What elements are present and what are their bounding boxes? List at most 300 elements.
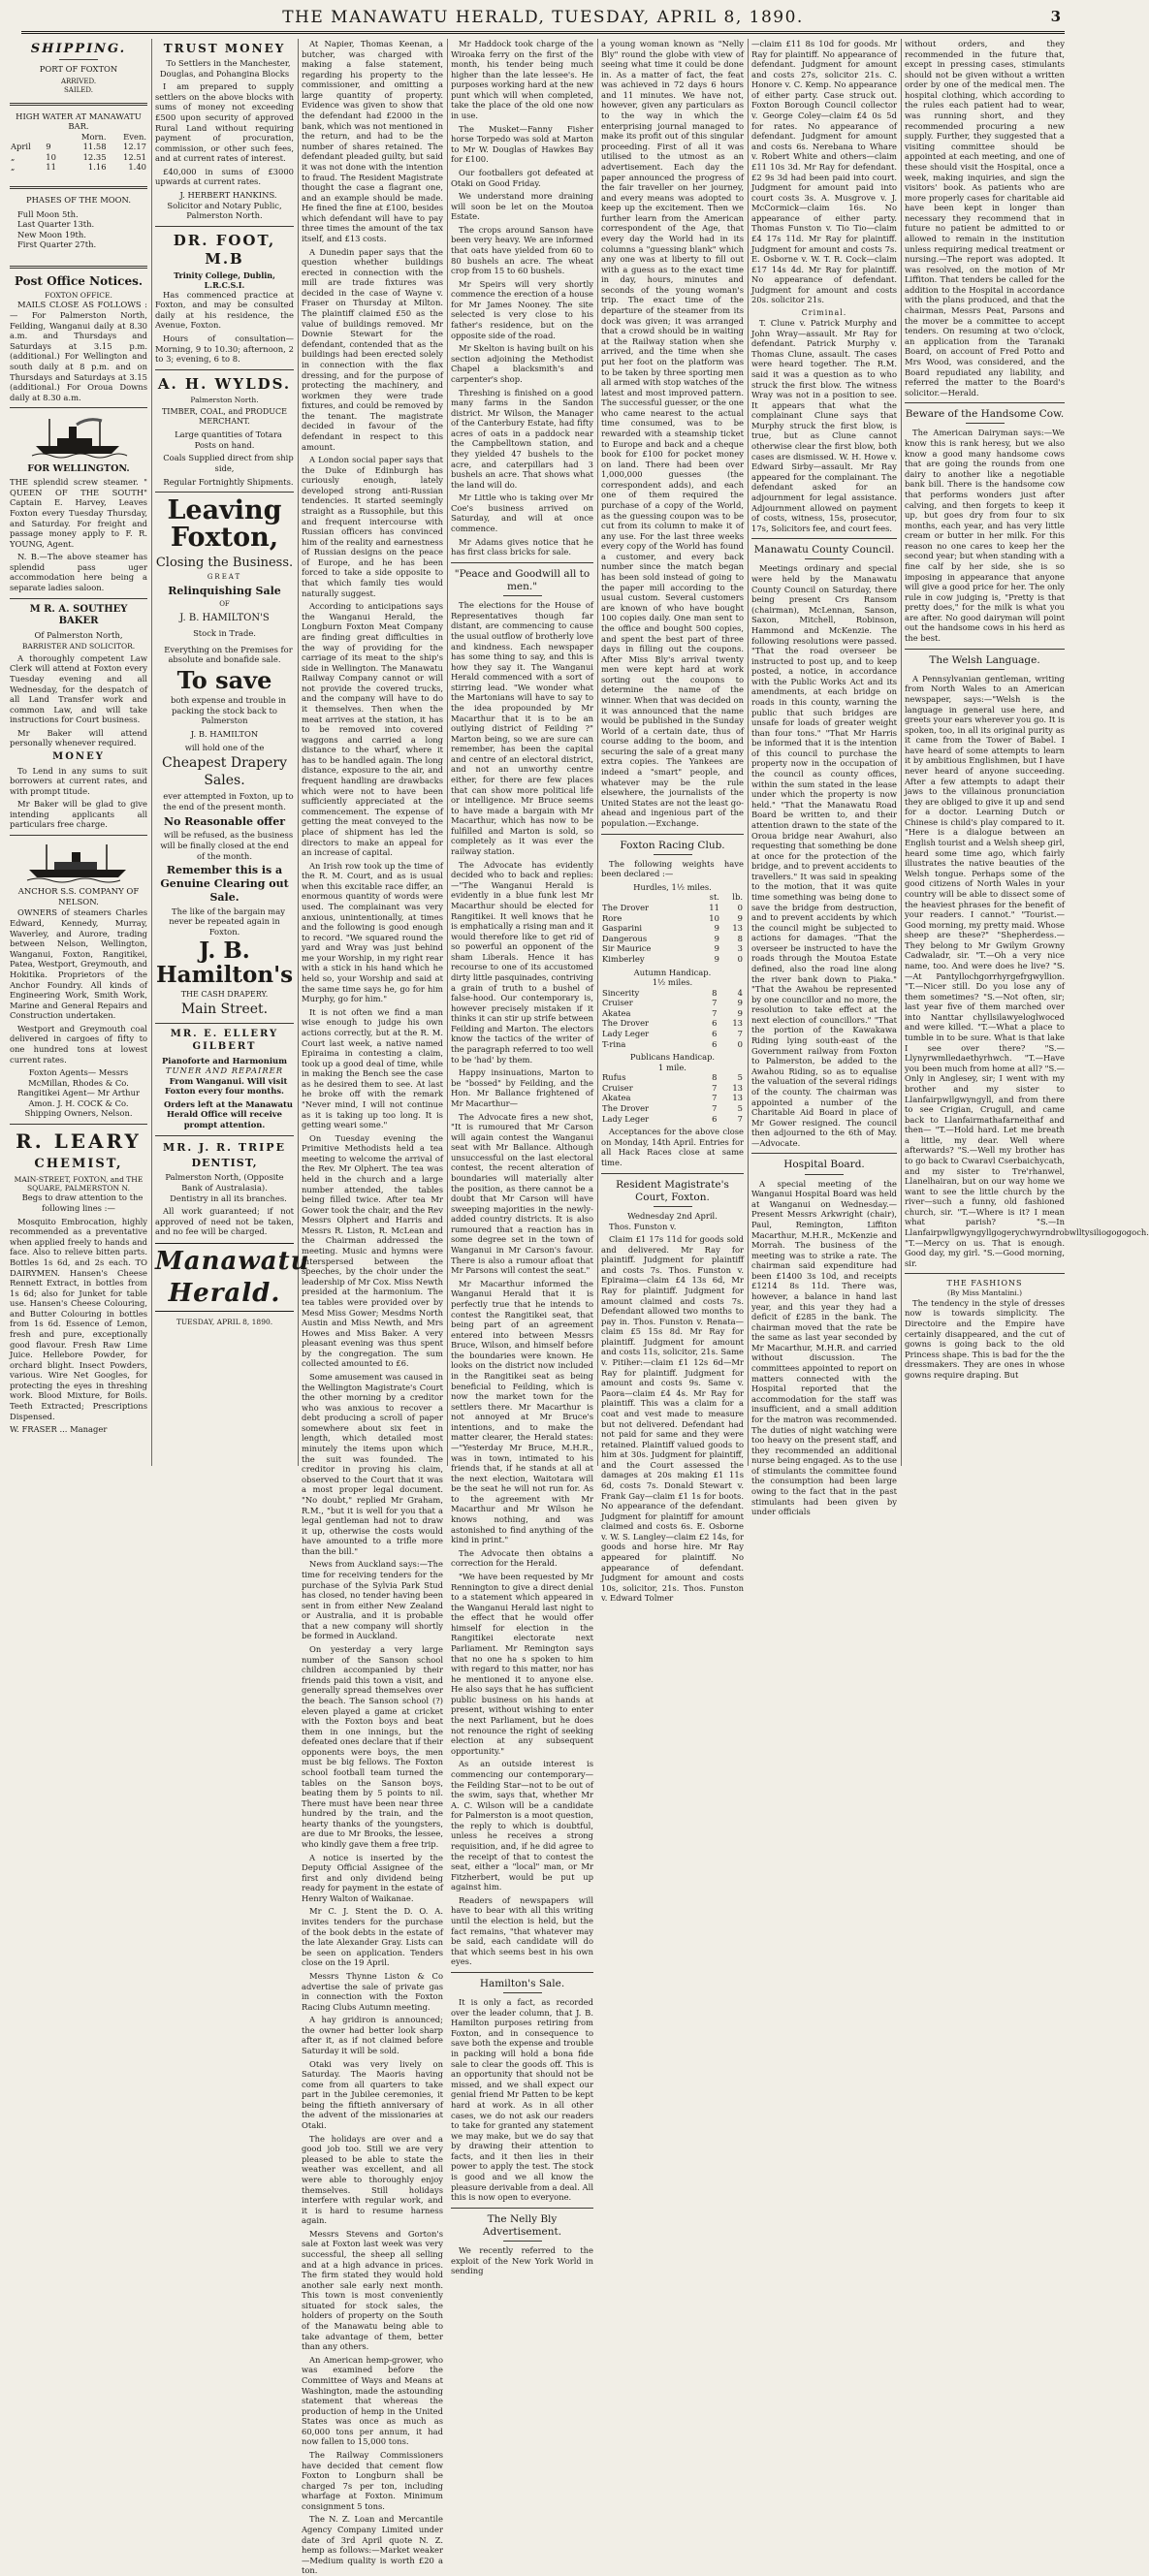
article-paragraph: "We have been requested by Mr Rennington to give a direct denial to a statement which appeared in the Wanganui Herald last night to the effect that he would offer himself for election in the Rangitikei electorate next Parliament. Mr Remington says that no one ha s spoken to him with regard to this matter, nor has he mentioned it to anyone else. He also says that he has sufficient public business on his hands at present, without wishing to enter the next Parliament, but he does not renounce the right of seeking election at any subsequent opportunity."	[451, 1571, 593, 1756]
table-cell: 4	[737, 987, 743, 998]
table-cell: 3	[737, 943, 743, 954]
news-item: Our footballers got defeated at Otaki on Good Friday.	[451, 167, 593, 188]
wylds-text-3: Regular Fortnightly Shipments.	[163, 476, 294, 487]
table-header-row	[601, 892, 744, 903]
divider	[451, 2208, 593, 2209]
divider	[10, 407, 147, 408]
table-cell: Cruiser	[602, 998, 633, 1008]
news-item: Messrs Stevens and Gorton's sale at Foxton last week was very successful, the sheep all selling and at a high advance in prices. The firm stated they would hold another sale early next month. This town is most conveniently situated for stock sales, the holders of property on the South of the Manawatu being able to take advantage of them, better than any others.	[302, 2228, 443, 2352]
table-row	[601, 913, 744, 924]
rm-court-heading: Resident Magistrate's Court, Foxton.	[616, 1178, 729, 1203]
leary-subheading: CHEMIST,	[34, 1157, 123, 1172]
hamilton-shop-heading: J. B. Hamilton's	[155, 938, 294, 988]
table-cell: 9	[714, 953, 719, 964]
foot-hours: Hours of consultation—Morning, 9 to 10.30; afternoon, 2 to 3; evening, 6 to 8.	[155, 334, 294, 365]
steamer-ad: THE splendid screw steamer. " QUEEN OF THE SOUTH" Captain E. Harvey, Leaves Foxton every Tuesday Thursday, and Saturday. For freight and passage money apply to F. R. YOUNG, Agent.	[10, 477, 147, 549]
table-row	[601, 943, 744, 954]
arrived-label: ARRIVED.	[60, 77, 97, 85]
hamilton-name: J. B. HAMILTON'S	[179, 612, 270, 623]
divider	[905, 649, 1065, 650]
county-council-text: Meetings ordinary and special were held by the Manawatu County Council on Saturday, there being present Crs Ransom (chairman), McLennan, Sanson, Saxon, Mitchell, Robinson, Hammond and McKenzie. The following resolutions were passed. "That the road overseer be instructed to post up, and to keep posted, a notice, in accordance with the Public Works Act and its amendments, at each bridge on roads in this county, warning the public that such bridges are unsafe for loads of greater weight than four tons." "That Mr Harris be informed that it is the intention of this council to purchase the property now in the occupation of the council as county offices, within the sum stated in the lease under which the property is now held." "That the Manawatu Road Board be written to, and their attention drawn to the state of the Oroua bridge near Awahuri, also requesting that something be done at once for the protection of the bridge, and to prevent accidents to travellers." It was said in speaking to the motion, that it was quite time something was being done to save the bridge from destruction, and to prevent accidents by which the council might be subjected to actions for damages. "That the overseer be instructed to have the roads through the Moutoa Estate defined, also the road line along the river bank down to Piaka." "That the Awahou be represented by one councillor and no more, the resolution to take effect at the next election of councillors." "That the portion of the Kawakawa Riding lying south-east of the Government railway from Foxton to Palmerston, be added to the Awahou Riding, so as to equalise the valuation of the several ridings of the county. The chairman was appointed a number of the Charitable Aid Board in place of Mr Gower resigned. The council then adjourned to the 6th of May.—Advocate.	[751, 563, 897, 1148]
table-header-row	[10, 132, 147, 143]
table-cell: 13	[732, 1018, 743, 1029]
table-cell: 1.40	[128, 162, 146, 173]
shipping-heading: SHIPPING.	[30, 42, 127, 56]
article-paragraph: Mr Macarthur informed the Wanganui Herald that it is perfectly true that he intends to contest the Rangitikei seat, that being part of an agreement entered into between Messrs Bruce, Wilson, and himself before the boundaries were known. He looks on the district now included in the Rangitikei seat as being beneficial to Feilding, which is now the market town for the settlers there. Mr Macarthur is not annoyed at Mr Bruce's intentions, and to make the matter clearer, the Herald states:—"Yesterday Mr Bruce, M.H.R., was in town, intimated to his friends that, if he stands at all at the next election, Waitotara will be the seat he will not run for. As to the agreement with Mr Macarthur and Mr Wilson he knows nothing, and was astonished to find anything of the kind in print."	[451, 1278, 593, 1545]
table-cell: Cruiser	[602, 1082, 633, 1093]
post-office-sub: FOXTON OFFICE.	[45, 291, 112, 301]
news-item: An Irish row took up the time of the R. M. Court, and as is usual when this excitable race differ, an enormous quantity of words were used. The complainant was very anxious, unintentionally, at times and the following is good enough to record. "We squared round the yard and Wray was just behind me your Worship, in my right rear with a stick in his hand which he held so, your Worship and said at the same time says he, go for him Murphy, go for him."	[302, 860, 443, 1004]
table-cell: „	[11, 151, 16, 162]
column-rule	[748, 39, 749, 1466]
table-row	[601, 988, 744, 999]
table-cell: 6	[712, 1038, 718, 1049]
hurdles-heading: Hurdles, 1½ miles.	[633, 881, 712, 892]
steamer-icon	[30, 413, 127, 460]
save-text: both expense and trouble in packing the stock back to Palmerston	[170, 695, 287, 726]
table-cell: 8	[712, 1072, 718, 1083]
divider	[10, 186, 147, 189]
divider	[966, 423, 1005, 424]
remember-heading: Remember this is a Genuine Clearing out Sale.	[160, 864, 289, 904]
table-cell: 9	[714, 943, 719, 954]
divider	[10, 266, 147, 269]
news-item: On Tuesday evening the Primitive Methodists held a tea meeting to welcome the arrival of the Rev. Mr Olphert. The tea was held in the church and a large number attended, the tables being filled twice. After tea Mr Gower took the chair, and the Rev Messrs Olphert and Harris and Messrs R. Liston, R. McLean and the Chairman addressed the meeting. Music and hymns were interspersed between the speeches, by the choir under the leadership of Mr Cox. Miss Newth presided at the harmonium. The tea tables were provided over by Mesd Miss Gower; Mesdms North Austin and Miss Newth, and Mrs Howes and Miss Baker. A very pleasant evening was thus spent by the congregation. The sum collected amounted to £6.	[302, 1132, 443, 1369]
table-row	[601, 903, 744, 913]
divider	[10, 103, 147, 106]
wylds-text-2: Coals Supplied direct from ship side,	[163, 453, 294, 473]
news-item: The crops around Sanson have been very heavy. We are informed that oats have yielded from 60 to 80 bushels an acre. The wheat crop from 15 to 60 bushels.	[451, 224, 593, 276]
news-item: Mr C. J. Stent the D. O. A. invites tenders for the purchase of the book debts in the estate of the late Alexander Gray. Lists can be seen on application. Tenders close on the 19 April.	[302, 1906, 443, 1968]
relinquishing-heading: Relinquishing Sale	[168, 585, 281, 598]
hurdles-table	[601, 892, 744, 964]
main-street: Main Street.	[180, 1001, 269, 1017]
table-cell: Dangerous	[602, 933, 648, 943]
news-item: A Dunedin paper says that the question whether buildings erected in connection with the mill are trade fixtures was decided in the case of Wayne v. Fraser on Thursday at Milton. The plaintiff claimed £50 as the value of buildings removed. Mr Downie Stewart for the defendant, contended that as the buildings had been erected solely in connection with the flax dressing, and for the purpose of protecting the machinery, and workmen they were trade fixtures, and could be removed by the tenant. The magistrate decided in favour of the defendant in respect to this amount.	[302, 246, 443, 452]
racing-intro: The following weights have been declared :—	[601, 858, 744, 879]
news-item: The N. Z. Loan and Mercantile Agency Company Limited under date of 3rd April quote N. Z. hemp as follows:—Market weaker—Medium quality is worth £20 a ton.	[302, 2514, 443, 2576]
table-cell: April	[11, 142, 31, 152]
news-item: Otaki was very lively on Saturday. The Maoris having come from all quarters to take part in the Jubilee ceremonies, it being the fiftieth anniversary of the advent of the missionaries at Otaki.	[302, 2058, 443, 2131]
money-text: To Lend in any sums to suit borrowers at current rates, and with prompt titude.	[10, 765, 147, 796]
publicans-distance: 1 mile.	[658, 1062, 686, 1072]
no-reasonable-heading: No Reasonable offer	[163, 814, 285, 828]
table-cell: 0	[737, 953, 743, 964]
tripe-text-2: All work guaranteed; if not approved of need not be taken, and no fee will be charged.	[155, 1206, 294, 1237]
divider	[654, 854, 692, 855]
table-row	[601, 1093, 744, 1103]
table-cell: 9	[737, 998, 743, 1008]
beware-text: The American Dairyman says:—We know this is rank heresy, but we also know a good many handsome cows that are going the rounds from one dairy to another like a negotiable bank bill. There is the handsome cow that performs wonders just after calving, and then forgets to keep it up, but goes dry from four to six months, each year, and has very little cream or butter in her milk. For this reason no one cares to keep her the second year; but when standing with a fine calf by her side, she is so imposing in appearance that anyone will give a good price for her. The only rule in cow judging is, "Pretty is that pretty does," for the milk is what you are after. No good dairyman will point out the handsome cows in his herd as the best.	[905, 428, 1065, 644]
article-paragraph: Readers of newspapers will have to bear with all this writing until the election is held, but the fact remains, "that whatever may be said, each candidate will do that which seems best in his own eyes.	[451, 1894, 593, 1967]
table-cell: Akatea	[602, 1007, 631, 1018]
to-save-heading: To save	[176, 666, 272, 695]
news-item: The holidays are over and a good job too. Still we are very pleased to be able to state the weather was excellent, and all were able to thoroughly enjoy themselves. Still holidays interfere with regular work, and it is hard to resume harness again.	[302, 2133, 443, 2226]
table-row	[601, 1072, 744, 1083]
divider	[805, 1174, 844, 1175]
table-row	[601, 923, 744, 934]
fashions-heading: THE FASHIONS	[946, 1279, 1023, 1288]
divider	[10, 1124, 147, 1125]
table-cell: The Drover	[602, 1018, 650, 1029]
news-item: News from Auckland says:—The time for receiving tenders for the purchase of the Sylvia Park Stud has closed, no tender having been sent in from either New Zealand or Australia, and it is probable that a new company will shortly be formed in Auckland.	[302, 1559, 443, 1641]
divider	[155, 492, 294, 493]
moon-item: First Quarter 27th.	[17, 239, 97, 250]
table-row	[601, 1039, 744, 1050]
table-cell: 13	[732, 923, 743, 934]
anchor-text-2: Westport and Greymouth coal delivered in cargoes of fifty to one hundred tons at lowest current rates.	[10, 1023, 147, 1065]
hamilton-name-2: J. B. HAMILTON	[190, 728, 259, 739]
anchor-text: OWNERS of steamers Charles Edward, Kennedy, Murray, Waverley, and Aurore, trading between Nelson, Wellington, Wanganui, Foxton, Rangitikei, Patea, Westport, Greymouth, and Hokitika. Proprietors of the Anchor Foundry. All kinds of Engineering Work, Smith Work, Marine and General Repairs and Construction undertaken.	[10, 907, 147, 1021]
article-paragraph: The Advocate has evidently decided who to back and replies:—"The Wanganui Herald is evidently in a blue funk lest Mr Macarthur should be elected for Rangitikei. It well knows that he is emphatically a rising man and it would therefore like to get rid of so powerful an opponent of the sham Liberals. Hence it has recourse to one of its accustomed dirty little pasquinades, contriving a grain of truth to a bushel of false-hood. Our contemporary is, however precisely mistaken if it thinks it can stir up strife between Feilding and Marton. The electors know the tactics of the writer of the paragraph referred to too well to be 'had' by them.	[451, 859, 593, 1065]
wellington-heading: FOR WELLINGTON.	[27, 463, 130, 475]
autumn-table	[601, 988, 744, 1049]
autumn-distance: 1½ miles.	[652, 977, 693, 988]
anchor-heading: ANCHOR S.S. COMPANY OF NELSON.	[17, 887, 140, 907]
divider	[59, 59, 98, 60]
table-cell: The Drover	[602, 1103, 650, 1114]
leary-manager: W. FRASER ... Manager	[10, 1424, 108, 1435]
divider	[155, 226, 294, 227]
table-cell: 7	[712, 998, 718, 1008]
table-cell: 12.35	[82, 151, 107, 162]
port-heading: PORT OF FOXTON	[39, 64, 118, 75]
hamilton-sale-heading: Hamilton's Sale.	[479, 1977, 565, 1989]
table-row	[601, 1008, 744, 1019]
article-paragraph: The elections for the House of Representatives though far distant, are commencing to cause the usual outflow of brotherly love and kindness. Each newspaper has some thing to say, and this is how they say it. The Wanganui Herald commenced with a sort of stirring lead. "We wonder what the Martonians will have to say to the idea propounded by Mr Macarthur that it is to be an outlying district of Feilding ?" Marton being, so we are sure can remember, has been the capital and centre of an electoral district, and not an unworthy centre either, for there are few places that can show more political life or intelligence. Mr Bruce seems to have made a bargain with Mr Macarthur, which has now to be fulfilled and Marton is sold, so completely as it was ever the railway station.	[451, 600, 593, 857]
leary-heading: R. LEARY	[16, 1129, 142, 1154]
table-cell: 7	[712, 1093, 718, 1103]
hospital-board-continued: without orders, and they recommended in the future that, except in pressing cases, stimulants should not be given without a written order by one of the medical men. The hospital clothing, which according to the rules each patient had to wear, was running short, and they recommended procuring a new supply. Further, they suggested that a visiting committee should be appointed at each meeting, and one of these should visit the Hospital, once a week, making inquiries, and sign the visitors' book. As patients who are more properly cases for charitable aid have been kept in longer than necessary they recommend that in future no patient be admitted to or allowed to remain in the institution unless requiring medical treatment or nursing.—The report was adopted. It was resolved, on the motion of Mr Liffiton. That tenders be called for the addition to the Hospital in accordance with the plans produced, and that the chairman, Messrs Peat, Parsons and the mover be a committee to accept tenders. On resuming at two o'clock, an application from the Taranaki Board, on account of Fred Potto and Mrs Wood, was considered, and the Board repudiated any liability, and referred the matter to the Board's solicitor.—Herald.	[905, 39, 1065, 398]
divider	[905, 402, 1065, 403]
paper-title: Manawatu Herald.	[155, 1243, 294, 1313]
publicans-heading: Publicans Handicap.	[629, 1052, 716, 1063]
table-cell: 9	[737, 1007, 743, 1018]
paper-date: TUESDAY, APRIL 8, 1890.	[176, 1318, 273, 1327]
county-council-heading: Manawatu County Council.	[753, 544, 895, 557]
table-row	[601, 934, 744, 944]
divider	[503, 1992, 542, 1993]
table-cell: 5	[737, 1103, 743, 1114]
divider	[451, 1972, 593, 1973]
news-item: It is not often we find a man wise enough to judge his own actions correctly, but at the R. M. Court last week, a native named Epiraima in contesting a claim, took up a good deal of time, while in making the Bench see the case as he desired them to see. At last he broke off with the remark "Never mind, I will not continue as it is taking up too long. It is getting weari some."	[302, 1006, 443, 1130]
table-cell: 6	[712, 1028, 718, 1038]
wylds-line: TIMBER, COAL, and PRODUCE MERCHANT.	[161, 407, 288, 427]
table-row	[601, 998, 744, 1008]
table-cell	[10, 132, 45, 143]
beware-heading: Beware of the Handsome Cow.	[905, 408, 1065, 421]
table-cell: 9	[714, 923, 719, 934]
table-cell: 7	[712, 1082, 718, 1093]
anchor-agents: Foxton Agents— Messrs McMillan, Rhodes & Co. Rangitikei Agent— Mr Arthur Amon. J. H. COCK & Co. Shipping Owners, Nelson.	[17, 1067, 140, 1119]
table-cell: 7	[712, 1007, 718, 1018]
moon-heading: PHASES OF THE MOON.	[25, 195, 131, 206]
table-cell: 7	[737, 1113, 743, 1124]
news-item: According to anticipations says the Wanganui Herald, the Longburn Foxton Meat Company are finding great difficulties in the way of providing for the carriage of its meat to the ship's side in Wellington. The Manawatu Railway Company cannot or will not provide the covered trucks, and the company will have to do it themselves. Then when the meat arrives at the station, it has to be removed into covered waggons and carried a long distance to the wharf, where it has to be handled again. The long distance, exposure to the air, and frequent handling are drawbacks which were not to have been sufficiently appreciated at the commencement. The expense of getting the meat conveyed to the place of shipment has led the directors to make an appeal for an increase of capital.	[302, 601, 443, 858]
rm-case-intro: Thos. Funston v.	[609, 1221, 677, 1231]
column-rule	[447, 39, 448, 1466]
table-cell: 11	[709, 903, 719, 913]
column-7	[905, 39, 1149, 1469]
orders-text: Orders left at the Manawatu Herald Office will receive prompt attention.	[163, 1098, 294, 1130]
nelly-heading: The Nelly Bly Advertisement.	[482, 2212, 562, 2238]
trust-text-3: £40,000 in sums of £3000 upwards at current rates.	[155, 166, 294, 187]
column-rule	[597, 39, 598, 1466]
table-cell: 11.58	[82, 142, 107, 152]
gilbert-sub-2: TUNER AND REPAIRER	[165, 1065, 284, 1076]
news-item: Mr Speirs will very shortly commence the erection of a house for Mr James Nooney. The site selected is very close to his father's residence, but on the opposite side of the road.	[451, 278, 593, 340]
table-cell: 0	[737, 1038, 743, 1049]
rm-date: Wednesday 2nd April.	[627, 1210, 718, 1221]
gilbert-text: From Wanganui. Will visit Foxton every four months.	[165, 1075, 288, 1097]
table-row	[10, 142, 147, 152]
divider	[966, 669, 1005, 670]
tripe-address: Palmerston North, (Opposite Bank of Australasia).	[165, 1172, 284, 1193]
hospital-board-heading: Hospital Board.	[783, 1159, 865, 1171]
masthead	[21, 6, 1065, 34]
page-number: 3	[1050, 8, 1061, 25]
news-item: A notice is inserted by the Deputy Official Assignee of the first and only dividend being ready for payment in the estate of Henry Walton of Waikanae.	[302, 1852, 443, 1903]
table-cell: Lady Leger	[602, 1113, 650, 1124]
news-item: Mr Little who is taking over Mr Coe's business arrived on Saturday, and will at once commence.	[451, 493, 593, 534]
attempt-text: ever attempted in Foxton, up to the end of the present month.	[163, 791, 294, 811]
table-cell: 12.17	[123, 142, 146, 152]
wylds-heading: A. H. WYLDS.	[157, 374, 292, 393]
trust-text-2: I am prepared to supply settlers on the above blocks with sums of money not exceeding £500 upon security of approved Rural Land without requiring payment of procuration, commission, or other such fees, and at current rates of interest.	[155, 81, 294, 164]
table-row	[601, 954, 744, 965]
wylds-sub: Palmerston North.	[190, 395, 259, 404]
southey-location: Of Palmerston North,	[34, 629, 123, 640]
table-cell: Sir Maurice	[602, 943, 652, 954]
table-cell: T-rina	[602, 1038, 626, 1049]
hold-text: will hold one of the	[184, 742, 265, 752]
closing-heading: Closing the Business.	[155, 555, 294, 570]
likes-text: The like of the bargain may never be repeated again in Foxton.	[169, 906, 285, 937]
table-cell: 12.51	[123, 151, 146, 162]
table-cell: 13	[732, 1082, 743, 1093]
hospital-board-text: A special meeting of the Wanganui Hospital Board was held at Wanganui on Wednesday.—Present Messrs Arkwright (chair), Paul, Remington, Liffiton Macarthur, M.H.R., McKenzie and Morrah. The business of the meeting was to strike a rate. The chairman said expenditure had been £1400 3s 10d, and receipts £1214 8s 11d. There was, however, a balance in hand last year, and this year they had a deficit of £285 in the bank. The chairman moved that the rate be the same as last year seconded by Mr Macarthur, M.H.R. and carried without discussion. The committees appointed to report on matters connected with the Hospital reported that the accommodation for the staff was insufficient, and a small addition for the matron was recommended. The duties of night watching were too heavy on the present staff, and they recommended an additional nurse being engaged. As to the use of stimulants the committee found the consumption had been large owing to the fact that in the past stimulants had been given by under officials	[751, 1178, 897, 1517]
news-item: An American hemp-grower, who was examined before the Committee of Ways and Means at Washington, made the astounding statement that whereas the production of hemp in the United States was once as much as 60,000 tons per annum, it had now fallen to 15,000 tons.	[302, 2354, 443, 2447]
column-3	[302, 39, 443, 2576]
article-paragraph: As an outside interest is commencing our contemporary—the Feilding Star—not to be out of the swim, says that, whether Mr A. C. Wilson will be a candidate for Palmerston is a moot question, the reply to which is doubtful, unless he receives a strong requisition, and, if he did agree to the receipt of that to contest the seat, either a "local" man, or Mr Fitzherbert, would be put up against him.	[451, 1759, 593, 1892]
leary-address: MAIN-STREET, FOXTON, and THE SQUARE, PALMERSTON N.	[14, 1174, 144, 1193]
welsh-heading: The Welsh Language.	[929, 653, 1040, 666]
table-row	[10, 152, 147, 163]
post-office-text: MAILS CLOSE AS FOLLOWS :— For Palmerston North, Feilding, Wanganui daily at 8.30 a.m. and Thursdays and Saturdays at 3.15 p.m. (additional.) For Wellington and south daily at 8 p.m. and on Thursdays and Saturdays at 3.15 (additional.) For Oroua Downs daily at 8.30 a.m.	[10, 300, 147, 402]
foot-sub: Trinity College, Dublin, L.R.C.S.I.	[174, 270, 275, 290]
column-4	[451, 39, 593, 2276]
offered-text: Everything on the Premises for absolute and bonafide sale.	[164, 644, 293, 665]
article-paragraph: We recently referred to the exploit of the New York World in sending	[451, 2245, 593, 2276]
column-rule	[151, 39, 152, 1466]
divider	[601, 834, 744, 835]
table-cell: 9	[46, 142, 51, 152]
column-5	[601, 39, 744, 1604]
table-row	[601, 1103, 744, 1114]
table-cell: Lady Leger	[602, 1028, 650, 1038]
moon-item: Last Quarter 13th.	[17, 219, 95, 230]
table-cell: 0	[737, 903, 743, 913]
cheapest-heading: Cheapest Drapery Sales.	[162, 755, 287, 788]
steamer-note: N. B.—The above steamer has splendid pass uger accommodation here being a separate ladies saloon.	[10, 552, 147, 593]
trust-heading: TRUST MONEY	[163, 42, 286, 55]
rm-cases: Claim £1 17s 11d for goods sold and delivered. Mr Ray for plaintiff. Judgment for plaintiff and costs 7s. Thos. Funston v. Epiraima—claim £4 13s 6d, Mr Ray for plaintiff. Judgment for amount claimed and costs 7s. Defendant allowed two months to pay in. Thos. Funston v. Renata—claim £5 15s 8d. Mr Ray for plaintiff. Judgment for amount and costs 11s, solicitor, 21s. Same v. Pitiher:—claim £1 12s 6d—Mr Ray for plaintiff. Judgment for amount and costs 9s. Same v. Paora—claim £4 4s. Mr Ray for plaintiff. This was a claim for a coat and vest made to measure but not delivered. Defendant had not paid for same and they were retained. Plaintiff valued goods to him at 30s. Judgment for plaintiff, and the Court assessed the damages at 20s making £1 11s 6d, costs 7s. Donald Stewart v. Frank Gay—claim £1 1s for boots. No appearance of the defendant. Judgment for plaintiff for amount claimed and costs 6s. E. Osborne v. W. S. Langley—claim £2 14s, for goods and horse hire. Mr Ray appeared for plaintiff. No appearance of defendant. Judgment for amount and costs 10s, solicitor, 21s. Thos. Funston v. Edward Tolmer	[601, 1234, 744, 1604]
divider	[654, 1206, 692, 1207]
moon-item: Full Moon 5th.	[17, 208, 79, 219]
autumn-heading: Autumn Handicap.	[633, 967, 712, 977]
peace-heading: "Peace and Goodwill all to men."	[454, 567, 590, 592]
moon-list	[17, 209, 147, 250]
column-1	[10, 39, 147, 1469]
wylds-text: Large quantities of Totara Posts on hand.	[175, 429, 282, 450]
of-label: OF	[219, 599, 230, 608]
table-cell: st.	[709, 892, 719, 903]
table-row	[601, 1029, 744, 1039]
divider	[155, 369, 294, 370]
column-2	[155, 39, 310, 1469]
divider	[10, 598, 147, 599]
table-cell: Sincerity	[602, 987, 640, 998]
hankins: J. HERBERT HANKINS. Solicitor and Notary Public, Palmerston North.	[167, 190, 282, 221]
sailed-label: SAILED.	[64, 85, 93, 94]
table-cell: 10	[709, 912, 719, 923]
table-cell: 7	[712, 1103, 718, 1114]
divider	[805, 558, 844, 559]
great-label: GREAT	[207, 573, 242, 582]
stock-label: Stock in Trade.	[193, 628, 256, 639]
table-row	[601, 1114, 744, 1125]
foot-heading: DR. FOOT, M.B	[173, 231, 276, 268]
table-cell: 10	[46, 151, 56, 162]
trust-text: To Settlers in the Manchester, Douglas, and Pohangina Blocks	[159, 58, 291, 79]
table-cell: 8	[737, 933, 743, 943]
divider	[905, 1273, 1065, 1274]
table-cell	[601, 892, 697, 903]
divider	[601, 1173, 744, 1174]
table-row	[601, 1083, 744, 1094]
southey-text-2: Mr Baker will attend personally whenever required.	[10, 727, 147, 748]
leaving-heading: Leaving Foxton,	[167, 495, 282, 554]
table-row	[10, 162, 147, 173]
table-cell: 5	[737, 1072, 743, 1083]
news-item: Messrs Thynne Liston & Co advertise the sale of private gas in connection with the Foxton Racing Clubs Autumn meeting.	[302, 1970, 443, 2012]
table-cell: 7	[737, 1028, 743, 1038]
news-item: Some amusement was caused in the Wellington Magistrate's Court the other morning by a creditor who was anxious to recover a debt producing a scroll of paper somewhere about six feet in length, which detailed most minutely the items upon which the suit was founded. The creditor in proving his claim, observed to the Court that it was a most proper legal document. "No doubt," replied Mr Graham, R.M., "but it is well for you that a legal gentleman had not to draw it up, otherwise the costs would have amounted to a trifle more than the bill."	[302, 1372, 443, 1556]
gilbert-heading: MR. E. ELLERY GILBERT	[170, 1029, 279, 1052]
table-cell: The Drover	[602, 903, 650, 913]
leary-items: Mosquito Embrocation, highly recommended as a preventative when applied freely to hands and face. Also to relieve bitten parts. Bottles 1s 6d, and 2s each. TO DAIRYMEN. Hansen's Cheese Rennett Extract, in bottles from 1s 6d; also for Junket for table use. Hansen's Cheese Colouring, and Butter Colouring in bottles from 1s 6d. Essence of Lemon, fresh and pure, exceptionally good flavour. Fresh Raw Lime Juice. Hellebore Powder, for orchard blight. Insect Powders, various. Wire Net Googles, for protecting the eyes in threshing work. Blood Mixture, for Boils. Teeth Extracted; Prescriptions Dispensed.	[10, 1216, 147, 1421]
fashions-text: The tendency in the style of dresses now is towards simplicity. The Directoire and the Empire have certainly disappeared, and the cut of gowns is going back to the old Princess shape. This is bad for the the dressmakers. They are ones in whose gowns require draping. But	[905, 1297, 1065, 1380]
table-cell: Kimberley	[602, 953, 645, 964]
article-paragraph: The Advocate then obtains a correction for the Herald.	[451, 1547, 593, 1569]
moon-item: New Moon 19th.	[17, 229, 86, 239]
news-item: Mr Haddock took charge of the Wiroaka ferry on the first of the month, his tender being much higher than the late lessee's. He purposes working hard at the new punt which will when completed, take the place of the old one now in use.	[451, 39, 593, 121]
table-cell: Gasparini	[602, 923, 643, 934]
table-cell: 6	[712, 1018, 718, 1029]
money-text-2: Mr Baker will be glad to give intending applicants all particulars free charge.	[10, 799, 147, 830]
divider	[751, 538, 897, 539]
news-item: We understand more draining will soon be let on the Moutoa Estate.	[451, 191, 593, 222]
post-office-heading: Post Office Notices.	[14, 273, 144, 288]
news-item: At Napier, Thomas Keenan, a butcher, was charged with making a false statement, regarding his property to the commissioner, and omitting a large quantity of property. Evidence was given to show that the defendant had £2000 in the bank, which was not mentioned in the return, and had to be the number of shares retained. The defendant pleaded guilty, but said it was not done with the intention to fraud. The Resident Magistrate thought the case a flagrant one, and an example should be made. He fined the fine at £100, besides which defendant will have to pay three times the amount of the tax itself, and £13 costs.	[302, 39, 443, 243]
high-water-table	[10, 132, 147, 173]
tripe-text: Dentistry in all its branches.	[170, 1193, 287, 1203]
news-item: The Musket—Fanny Fisher horse Torpedo was sold at Marton to Mr W. Douglas of Hawkes Bay for £100.	[451, 123, 593, 165]
money-heading: MONEY	[52, 751, 105, 762]
table-cell: 9	[737, 912, 743, 923]
tripe-heading: MR. J. R. TRIPE	[163, 1140, 286, 1154]
divider	[155, 1023, 294, 1024]
news-item: Threshing is finished on a good many farms in the Sandon district. Mr Wilson, the Manager of the Canterbury Estate, had fifty acres of oats in a paddock near the Campbelltown station, and they yielded 47 bushels to the acre, and caterpillars had 3 bushels an acre. That shows what the land will do.	[451, 387, 593, 490]
news-item: Mr Adams gives notice that he has first class bricks for sale.	[451, 536, 593, 557]
anchor-steamer-icon	[25, 841, 132, 883]
dentist-heading: DENTIST,	[191, 1157, 258, 1170]
table-cell: Morn.	[80, 131, 107, 142]
criminal-heading: Criminal.	[801, 308, 847, 318]
news-item: Mr Skelton is having built on his section adjoining the Methodist Chapel a blacksmith's and carpenter's shop.	[451, 343, 593, 384]
cash-drapery: THE CASH DRAPERY.	[180, 989, 269, 999]
rm-cases-continued: —claim £11 8s 10d for goods. Mr Ray for plaintiff. No appearance of defendant. Judgment for amount and costs 27s, solicitor 21s. C. Honore v. C. Kemp. No appearance of either party. Case struck out. Foxton Borough Council collector v. George Coley—claim £4 0s 5d for rates. No appearance of defendant. Judgment for amount and costs 6s. Nerebana to Whare v. Robert White and others—claim £11 10s 3d. Mr Ray for defendant. £2 9s 3d had been paid into court. Judgment for amount paid into court costs 3s. A. Musgrove v. J. McCormick—claim 16s. No appearance of either party. Thomas Funston v. Tio Tio—claim £4 17s 11d. Mr Ray for plaintiff. Judgment for amount and costs 7s. E. Osborne v. W. T. R. Cock—claim £17 14s 4d. Mr Ray for plaintiff. No appearance of defendant. Judgment for amount and costs 20s. solicitor 21s.	[751, 39, 897, 305]
southey-name: M R. A. SOUTHEY BAKER	[29, 603, 128, 627]
refused-text: will be refused, as the business will be finally closed at the end of the month.	[160, 830, 294, 861]
leary-intro: Begs to draw attention to the following lines :—	[21, 1193, 144, 1214]
table-cell: 6	[712, 1113, 718, 1124]
table-cell: 9	[714, 933, 719, 943]
divider	[503, 595, 542, 596]
southey-text: A thoroughly competent Law Clerk will attend at Foxton every Tuesday evening and all Wednesday, for the despatch of all Land Transfer work and common Law, and will take instructions for Court business.	[10, 652, 147, 725]
news-item: A London social paper says that the Duke of Edinburgh has curiously enough, lately developed strong anti-Russian tendencies. It started seemingly straight as a Russophile, but this and frequent intercourse with Russian officers has convinced him of the reality and earnestness of Russian designs on the peace of Europe, and he has been forced to take a side opposite to that which family ties would naturally suggest.	[302, 455, 443, 598]
article-paragraph: Happy insinuations, Marton to be "bossed" by Feilding, and the Hon. Mr Ballance frightened of Mr Macarthur—	[451, 1067, 593, 1108]
divider	[10, 835, 147, 836]
table-cell: Rufus	[602, 1072, 626, 1083]
divider	[751, 1153, 897, 1154]
southey-role: BARRISTER AND SOLICITOR.	[21, 642, 136, 652]
racing-closing: Acceptances for the above close on Monday, 14th April. Entries for all Hack Races close at same time.	[601, 1127, 744, 1167]
table-cell: lb.	[732, 892, 743, 903]
article-paragraph: The Advocate fires a new shot, "It is rumoured that Mr Carson will again contest the Wanganui seat with Mr Ballance. Although unsuccessful on the last electoral contest, the recent alteration of boundaries will materially alter the position, as there cannot be a doubt that Mr Carson will have sweeping majorities in the newly-added country districts. It is also rumoured that a reaction has in some degree set in the town of Wanganui in Mr Carson's favour. There is also a rumour afloat that Mr Parsons will contest the seat."	[451, 1111, 593, 1276]
table-cell: Akatea	[602, 1093, 631, 1103]
table-cell: 1.16	[87, 162, 107, 173]
news-item: The Railway Commissioners have decided that cement flow Foxton to Longburn shall be charged 7s per ton, including wharfage at Foxton. Minimum consignment 5 tons.	[302, 2449, 443, 2511]
article-paragraph: a young woman known as "Nelly Bly" round the globe with view of seeing what time it could be done in. As a matter of fact, the feat was achieved in 72 days 6 hours and 11 minutes. We have not, however, given any particulars as to the way in which the enterprising journal managed to make its profit out of this singular proceeding. First of all it was utilised to the utmost as an advertisement. Each day the paper announced the progress of the fair traveller on her journey, and every means was adopted to keep up the excitement. Then we further learn from the American correspondent of the Age, that every day the World had in its columns a "guessing blank" which any one was at liberty to fill out with a guess as to the exact time in day, hours, minutes and seconds of the young woman's trip. The exact time of the departure of the steamer from its dock was given; it was arranged that a crowd should be in waiting at the Railway station when she arrived, and the time when she put her foot on the platform was to be taken by three sporting men all armed with stop watches of the latest and most improved pattern. The successful guesser, or the one who came nearest to the actual time consumed, was to be rewarded with a steamship ticket to Europe and back and a cheque book for £100 for pocket money on land. There had been over 1,000,000 guesses (the correspondent adds), and each one of them required the purchase of a copy of the World, as the guessing coupon was to be cut from its column to make it of any use. For the last three weeks every copy of the World has found a customer, and every back number since the match began has been sold instead of going to the paper mill according to the usual custom. Several customers are known of who have bought 100 copies daily. One man sent to the office and bought 500 copies, and spent the best part of three days in filling out the coupons. After Miss Bly's arrival twenty men were kept hard at work sorting out the coupons to determine the name of the winner. When that was decided on it was announced that the name would be published in the Sunday World of a certain date, thus of course adding to the boom, and securing the sale of a great many extra copies. The Yankees are indeed a "smart" people, and whatever may be the rule elsewhere, the journalists of the United States are not the least go-ahead and ingenious part of the population.—Exchange.	[601, 39, 744, 828]
gilbert-sub: Pianoforte and Harmonium	[161, 1055, 287, 1065]
table-cell: 8	[712, 987, 718, 998]
table-cell: „	[11, 162, 16, 173]
column-6	[751, 39, 897, 1517]
divider	[503, 2241, 542, 2242]
divider	[155, 1135, 294, 1136]
table-cell: Even.	[123, 131, 146, 142]
foot-text: Has commenced practice at Foxton, and may be consulted daily at his residence, the Avenue, Foxton.	[155, 289, 294, 331]
news-item: A hay gridiron is announced; the owner had better look sharp after it, as if not claimed before Saturday it will be sold.	[302, 2015, 443, 2055]
table-cell: Rore	[602, 912, 622, 923]
criminal-cases: T. Clune v. Patrick Murphy and John Wray—assault. Mr Ray for defendant. Patrick Murphy v. Thomas Clune, assault. The cases were heard together. The R.M. said it was a question as to who struck the first blow. The witness Wray was not in a position to see. It appears that what the complainant Clune says that Murphy struck the first blow, is true, but as Clune cannot otherwise clear the first blow, both cases are dismissed. W. H. Howe v. Edward Sirby—assault. Mr Ray appeared for the complainant. The defendant asked for an adjournment for legal assistance. Adjournment allowed on payment of costs, witness, 15s, prosecutor, 17s, Solicitors fee, and court fees.	[751, 318, 897, 533]
column-rule	[901, 39, 902, 1466]
table-cell	[45, 132, 64, 143]
fashions-byline: (By Miss Mantalini.)	[946, 1288, 1023, 1298]
table-cell: 11	[46, 162, 56, 173]
publicans-table	[601, 1072, 744, 1124]
racing-heading: Foxton Racing Club.	[620, 839, 725, 851]
table-row	[601, 1018, 744, 1029]
masthead-title: THE MANAWATU HERALD, TUESDAY, APRIL 8, 1890.	[282, 8, 804, 27]
divider	[451, 562, 593, 563]
news-item: On yesterday a very large number of the Sanson school children accompanied by their friends paid this town a visit, and generally spread themselves over the beach. The Sanson school (?) eleven played a game at cricket with the Foxton boys and beat them in one innings, but the defeated ones declare that if their opponents were boys, the men must be big fellows. The Foxton school football team turned the tables on the Sanson boys, beating them by 5 points to nil. There must have been near three hundred by the train, and the hearty thanks of the youngsters, are due to Mr Brooks, the lessee, who kindly gave them a free trip.	[302, 1644, 443, 1850]
article-paragraph: It is only a fact, as recorded over the leader column, that J. B. Hamilton purposes retiring from Foxton, and in consequence to save both the expense and trouble in packing will hold a bona fide sale to clear the goods off. This is an opportunity that should not be missed, and we shall expect our genial friend Mr Patten to be kept hard at work. As in all other cases, we do not ask our readers to take for granted any statement we may make, but we do say that by drawing their attention to facts, and it then lies in their power to apply the test. The stock is good and we all know the pleasure derivable from a deal. All this is now open to everyone.	[451, 1997, 593, 2203]
table-cell: 13	[732, 1093, 743, 1103]
welsh-text: A Pennsylvanian gentleman, writing from North Wales to an American newspaper, says:—"Welsh is the language in general use here, and greets your ears wherever you go. It is spoken, too, in all its original purity as it came from the Tower of Babel. I have heard of some attempts to learn it by ambitious Englishmen, but I have never heard of anyone succeeding. After a few attempts to adapt their jaws to the villainous pronunciation they are obliged to give it up and send for a doctor. Learning Dutch or Chinese is child's play compared to it. "Here is a dialogue between an English tourist and a Welsh sheep girl, heard some time ago, which fairly illustrates the native beauties of the Welsh tongue. Perhaps some of the good citizens of North Wales in your country will be able to dissect some of the heaviest phrases for the benefit of your readers. I cannot." "Tourist.—Good morning, my pretty maid. Whose sheep are these?" "Shepherdess.—They belong to Mr Gwilym Growny Cadwaladr, sir. "T.—Oh a very nice name, too. And were does he live? "S.—At Pantyllochgorrhyrgefrgwyllion. "T.—Nicer still. Do you lose any of them sometimes? "S.—Not often, sir; last year five of them marched over into Nanttar chyllsilawyeloglwoced and were killed. "T.—What a place to tumble in to be sure. What is that lake I see over there? "S.—Llynyrwmlledaethyrhwch. "T.—Have you been much from home at all? "S.—Only in Anglesey, sir; I went with my brother and my sister to Llanfairpwllgwyngyll, and from there to see Crigian, Crugull, and came back to Llanfairmathafarneithaf and then— "T.—Hold hard. Let me breath a little, my dear. Well where afterwards? "S.—Well my brother has to go back to Cwaravl Cserbaichycath, and my sister to Tre'rhanwel, Llanelhairan, but on our way home we want to see the little church by the river—such a funny, old fashioned church, sir. "T.—Where is it? I mean what parish? "S.—In Llanfairpwllgwyngyllgogerychwyrndrobwlltysiliogogogoch. "T.—Mercy on us. That is enough. Good day, my girl. "S.—Good morning, sir.	[905, 673, 1149, 1268]
high-water-heading: HIGH WATER AT MANAWATU BAR.	[16, 111, 142, 132]
